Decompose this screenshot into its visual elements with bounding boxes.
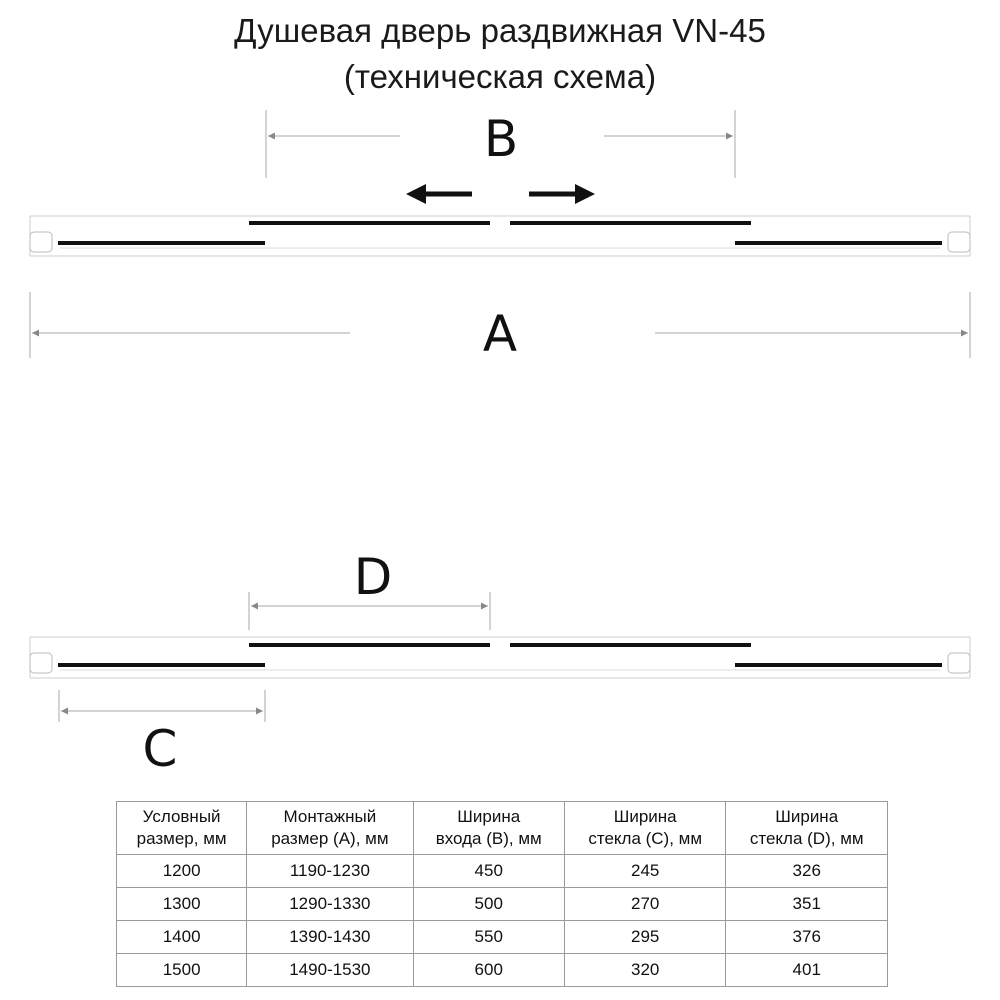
open-left-arrowhead: [406, 184, 426, 204]
table-row: [117, 888, 888, 921]
header-entrance-width: Ширина входа (B), мм: [413, 802, 564, 855]
cell-nominal-size: 1500: [117, 954, 247, 987]
table-row: [117, 921, 888, 954]
cell-glass-width-c: 270: [564, 888, 726, 921]
title-line-2: (техническая схема): [343, 58, 657, 95]
cell-mounting-size: 1490-1530: [247, 954, 413, 987]
cell-glass-width-d: 376: [726, 921, 888, 954]
cell-entrance-width: 500: [413, 888, 564, 921]
cell-glass-width-c: 295: [564, 921, 726, 954]
bottom-frame: [30, 637, 970, 678]
header-glass-width-d: Ширина стекла (D), мм: [726, 802, 888, 855]
opening-arrows: [406, 184, 595, 204]
dimension-a-label: A: [482, 305, 518, 363]
cell-glass-width-c: 320: [564, 954, 726, 987]
top-wall-profile-right: [948, 232, 970, 252]
header-glass-width-c: Ширина стекла (C), мм: [564, 802, 726, 855]
table-row: [117, 954, 888, 987]
cell-entrance-width: 450: [413, 855, 564, 888]
cell-mounting-size: 1190-1230: [247, 855, 413, 888]
cell-nominal-size: 1400: [117, 921, 247, 954]
open-right-arrowhead: [575, 184, 595, 204]
header-nominal-size: Условный размер, мм: [117, 802, 247, 855]
table-row: [117, 855, 888, 888]
dimension-d: [249, 548, 490, 630]
cell-nominal-size: 1300: [117, 888, 247, 921]
cell-mounting-size: 1290-1330: [247, 888, 413, 921]
cell-glass-width-d: 351: [726, 888, 888, 921]
header-mounting-size: Монтажный размер (A), мм: [247, 802, 413, 855]
bottom-wall-profile-left: [30, 653, 52, 673]
table-header-row: [117, 802, 888, 855]
cell-glass-width-d: 401: [726, 954, 888, 987]
bottom-wall-profile-right: [948, 653, 970, 673]
cell-entrance-width: 550: [413, 921, 564, 954]
dimension-b: [266, 110, 735, 178]
title-line-1: Душевая дверь раздвижная VN-45: [234, 12, 766, 49]
cell-glass-width-d: 326: [726, 855, 888, 888]
dimension-d-label: D: [353, 548, 393, 606]
dimension-a: [30, 292, 970, 363]
dimension-b-label: B: [483, 110, 519, 168]
cell-glass-width-c: 245: [564, 855, 726, 888]
cell-nominal-size: 1200: [117, 855, 247, 888]
cell-mounting-size: 1390-1430: [247, 921, 413, 954]
dimension-c-label: C: [142, 720, 178, 778]
dimension-c: [59, 690, 265, 778]
size-specification-table: [116, 801, 888, 987]
top-wall-profile-left: [30, 232, 52, 252]
cell-entrance-width: 600: [413, 954, 564, 987]
top-frame: [30, 216, 970, 256]
